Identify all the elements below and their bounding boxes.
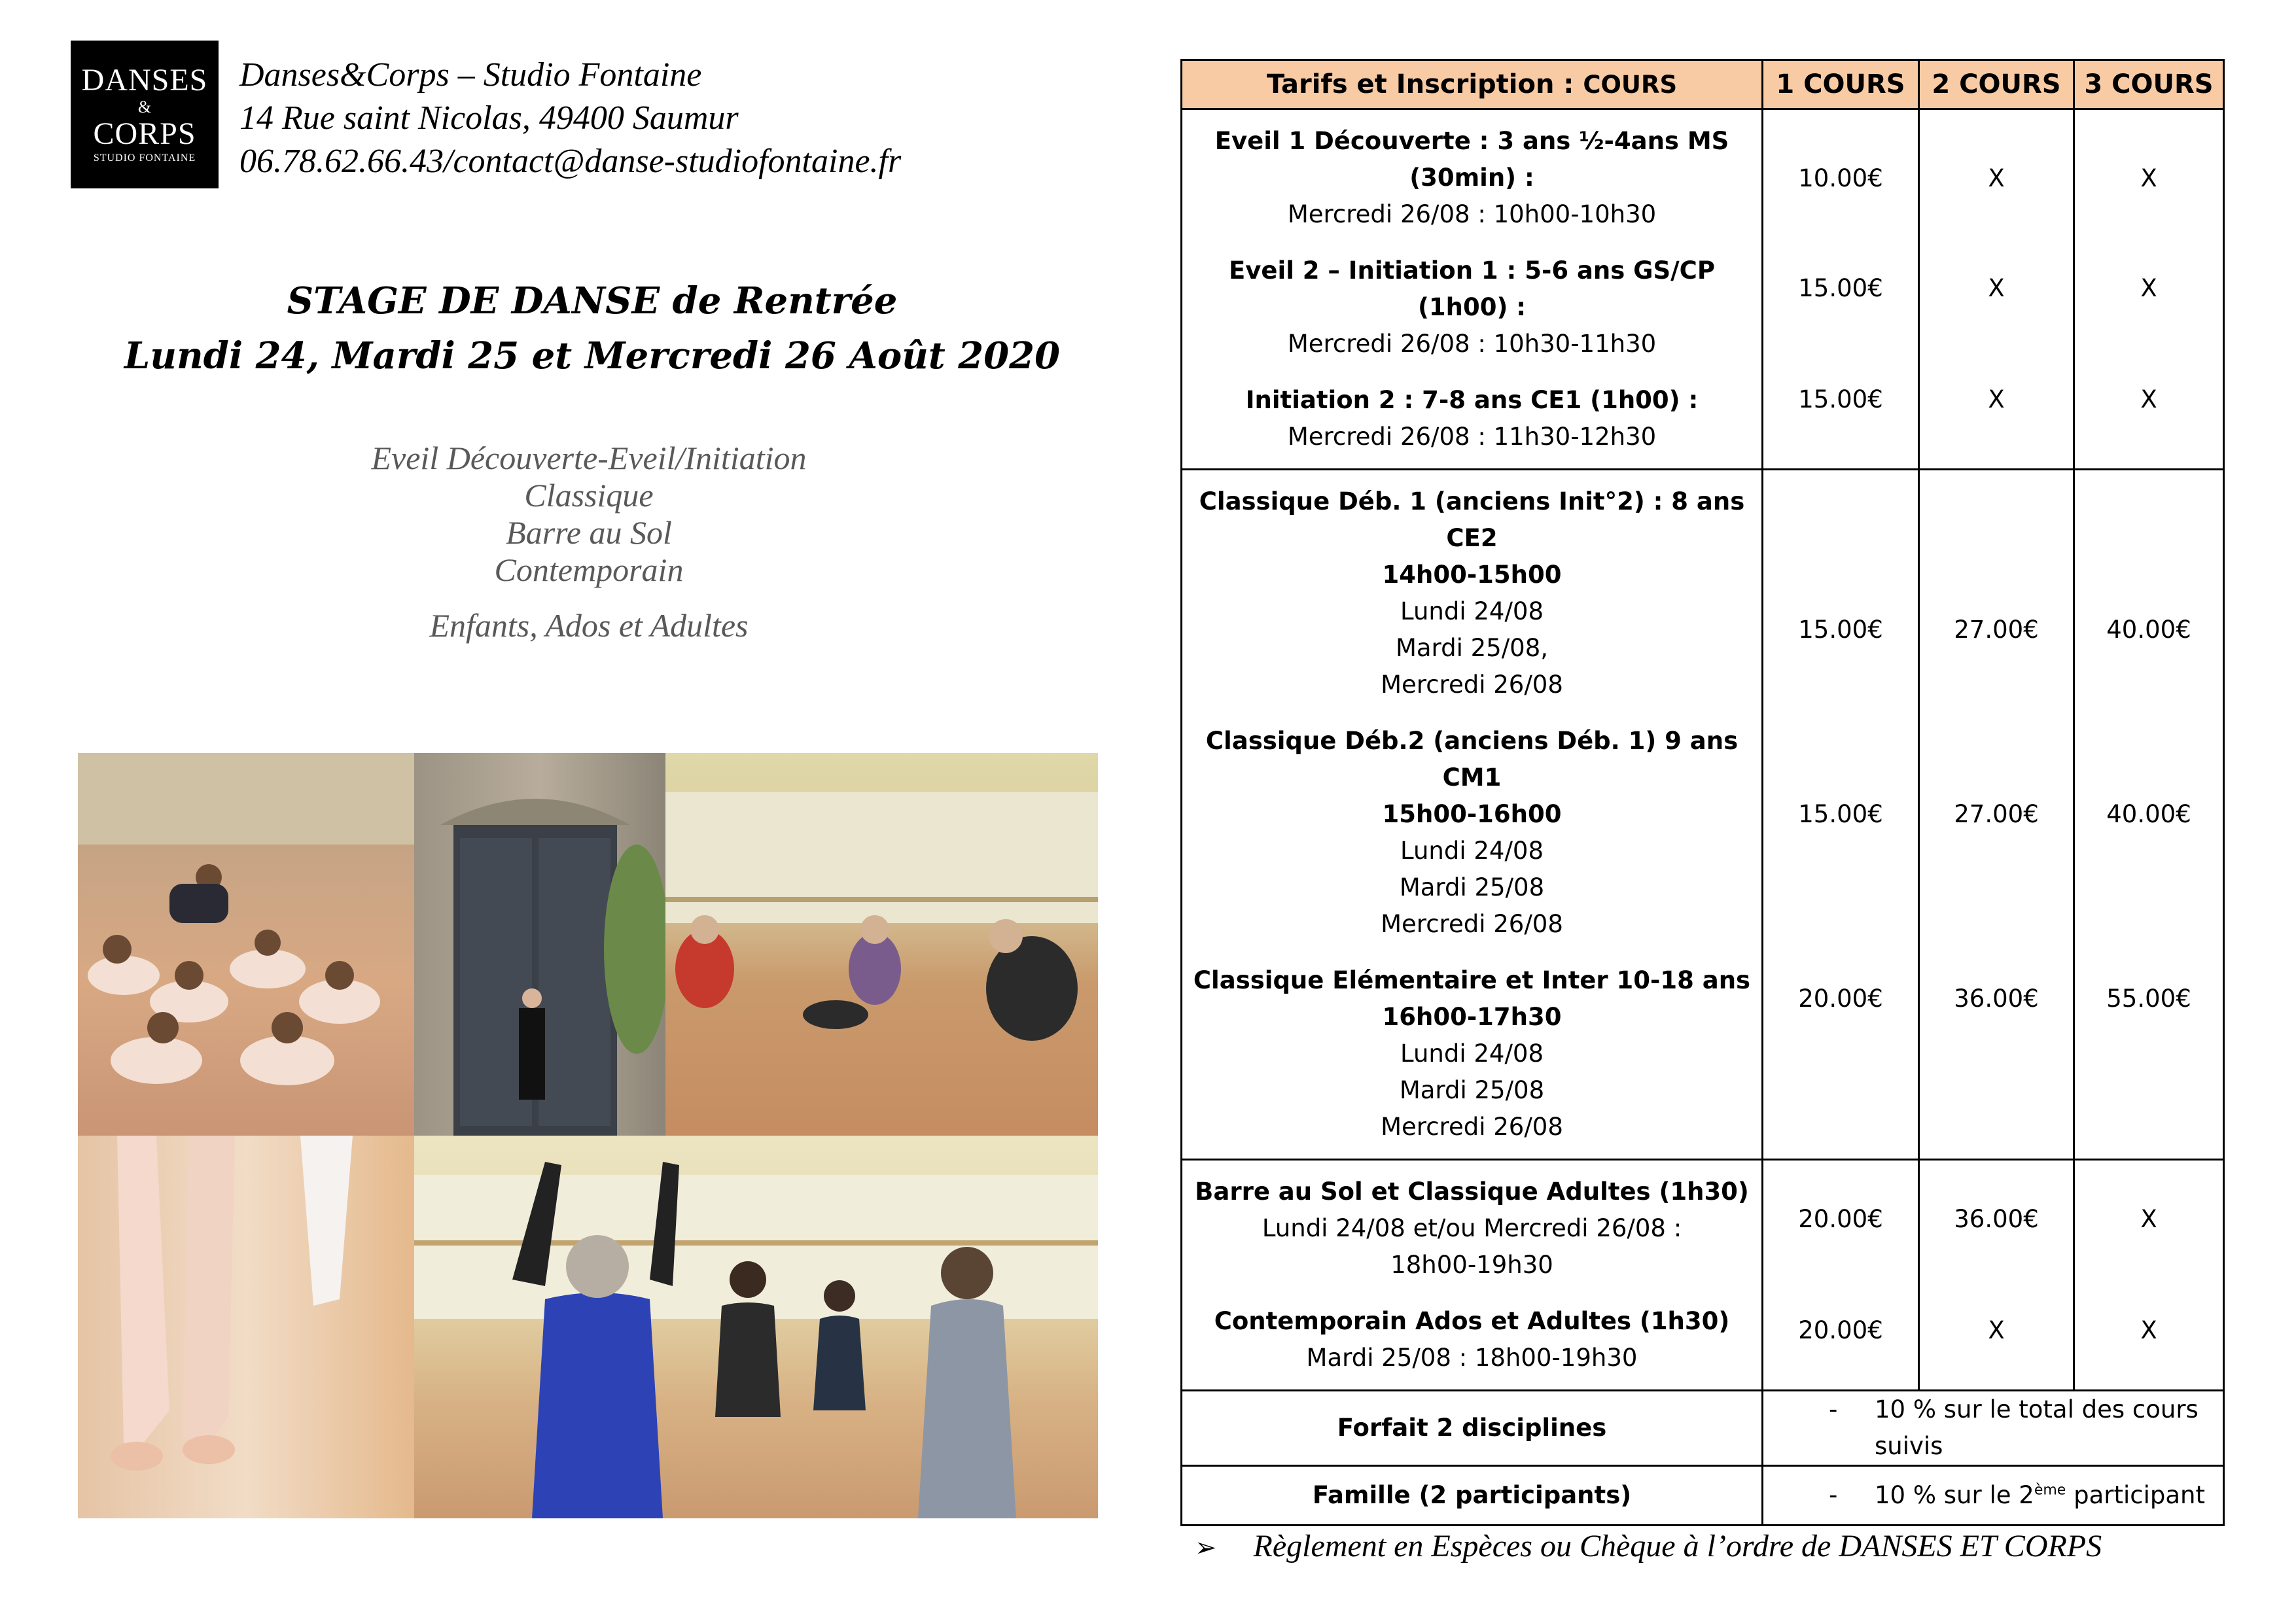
price-value: 40.00€ [2106,616,2191,644]
famille-note-cell [1763,1466,2224,1526]
header-tarifs [1182,60,1763,109]
studio-address: 14 Rue saint Nicolas, 49400 Saumur [239,99,739,137]
event-title [26,273,1158,383]
famille-label: Famille (2 participants) [1182,1466,1763,1526]
course-name: Classique Déb.2 (anciens Déb. 1) 9 ans CM1 [1205,727,1739,792]
studio-contact: 06.78.62.66.43/contact@danse-studiofontaine.fr [239,143,902,180]
photo-ballet-feet [78,1136,414,1518]
header-1-cours: 1 COURS [1763,60,1919,109]
table-header-row [1182,60,2224,109]
course-eveil-1 [1189,123,1755,233]
table-row-forfait [1182,1391,2224,1466]
price-col-1 [1763,109,1919,470]
payment-text: Règlement en Espèces ou Chèque à l’ordre de DANSES ET CORPS [1253,1529,2102,1563]
course-schedule: Mercredi 26/08 : 10h30-11h30 [1287,330,1657,358]
table-row [1182,470,2224,1160]
course-cell-eveil [1182,109,1763,470]
price-value: X [1988,385,2005,413]
logo-ampersand: & [137,97,152,116]
price-value: X [2140,1205,2157,1233]
discipline-item: Eveil Découverte-Eveil/Initiation [371,440,807,476]
course-cell-classique [1182,470,1763,1160]
forfait-note: 10 % sur le total des cours suivis [1875,1395,2199,1460]
course-schedule: Mardi 25/08 [1399,873,1545,901]
header-3-cours: 3 COURS [2074,60,2224,109]
price-value: X [2140,164,2157,192]
course-initiation-2 [1189,382,1755,455]
course-schedule: Mercredi 26/08 [1381,671,1563,699]
logo-line-studio: STUDIO FONTAINE [93,152,196,164]
photo-children-floor [78,753,414,1136]
price-col-2 [1919,1160,2074,1391]
price-col-3 [2074,470,2224,1160]
price-table [1180,59,2225,1526]
price-value: X [1988,1316,2005,1344]
course-classique-deb-1 [1189,483,1755,703]
course-contemporain [1189,1303,1755,1376]
course-time: 15h00-16h00 [1382,800,1562,828]
price-value: 15.00€ [1798,274,1883,302]
price-value: X [2140,1316,2157,1344]
price-col-1 [1763,1160,1919,1391]
course-name: Eveil 1 Découverte : 3 ans ½-4ans MS [1214,127,1729,155]
price-col-3 [2074,1160,2224,1391]
price-value: X [1988,274,2005,302]
price-value: 27.00€ [1954,800,2039,828]
course-time: 14h00-15h00 [1382,561,1562,589]
logo-line-danses: DANSES [81,63,208,97]
price-value: X [2140,274,2157,302]
course-name: Eveil 2 – Initiation 1 : 5-6 ans GS/CP (1h00) : [1229,256,1715,321]
price-value: 15.00€ [1798,800,1883,828]
course-schedule: Mercredi 26/08 [1381,1113,1563,1141]
header-tarifs-bold: Tarifs et Inscription : [1266,69,1583,99]
payment-note [1195,1527,2102,1567]
photo-studio-door [414,753,665,1136]
event-title-line1: STAGE DE DANSE de Rentrée [287,279,898,323]
course-schedule: Mercredi 26/08 [1381,910,1563,938]
price-value: 55.00€ [2106,985,2191,1013]
discipline-item: Contemporain [494,551,684,588]
price-value: 40.00€ [2106,800,2191,828]
course-name: Contemporain Ados et Adultes (1h30) [1214,1307,1730,1335]
photo-adult-class [414,1136,1098,1518]
arrow-bullet-icon: ➢ [1195,1533,1217,1562]
audience-text: Enfants, Ados et Adultes [429,607,749,644]
price-value: 10.00€ [1798,164,1883,192]
course-name: Classique Elémentaire et Inter 10-18 ans [1193,966,1751,994]
price-value: X [1988,164,2005,192]
course-schedule: Mercredi 26/08 : 10h00-10h30 [1287,200,1657,228]
course-schedule: Mardi 25/08, [1395,634,1549,662]
price-col-3 [2074,109,2224,470]
logo-line-corps: CORPS [93,116,196,151]
course-cell-adultes [1182,1160,1763,1391]
discipline-item: Classique [524,477,654,514]
course-schedule: Mardi 25/08 [1399,1076,1545,1104]
price-value: 20.00€ [1798,1316,1883,1344]
course-schedule: Lundi 24/08 [1400,837,1544,865]
course-eveil-2 [1189,253,1755,362]
studio-info [239,54,901,183]
photo-adults-stretching [665,753,1098,1136]
course-classique-deb-2 [1189,723,1755,943]
course-schedule: Lundi 24/08 [1400,597,1544,625]
price-col-2 [1919,470,2074,1160]
price-value: 20.00€ [1798,1205,1883,1233]
price-value: 36.00€ [1954,985,2039,1013]
course-classique-elementaire [1189,962,1755,1145]
price-value: 27.00€ [1954,616,2039,644]
event-title-line2: Lundi 24, Mardi 25 et Mercredi 26 Août 2020 [124,334,1061,377]
course-schedule: Mardi 25/08 : 18h00-19h30 [1306,1344,1638,1372]
famille-note [1875,1477,2205,1514]
course-schedule: 18h00-19h30 [1390,1251,1553,1279]
studio-name: Danses&Corps – Studio Fontaine [239,56,702,94]
course-name: Classique Déb. 1 (anciens Init°2) : 8 ans CE2 [1199,487,1745,552]
course-schedule: Lundi 24/08 et/ou Mercredi 26/08 : [1262,1214,1682,1242]
famille-dash: - [1829,1481,1838,1509]
course-schedule: Mercredi 26/08 : 11h30-12h30 [1287,423,1657,451]
header-2-cours: 2 COURS [1919,60,2074,109]
forfait-label: Forfait 2 disciplines [1182,1391,1763,1466]
price-value: 15.00€ [1798,616,1883,644]
famille-note-post: participant [2066,1481,2205,1509]
table-row [1182,1160,2224,1391]
forfait-dash: - [1829,1395,1838,1423]
course-schedule: Lundi 24/08 [1400,1039,1544,1068]
table-row [1182,109,2224,470]
price-value: 36.00€ [1954,1205,2039,1233]
price-col-2 [1919,109,2074,470]
header-tarifs-small: COURS [1583,70,1678,99]
forfait-note-cell [1763,1391,2224,1466]
studio-logo [71,41,219,188]
price-col-1 [1763,470,1919,1160]
course-name: Barre au Sol et Classique Adultes (1h30) [1195,1178,1749,1206]
course-name: (30min) : [1409,164,1534,192]
price-value: 20.00€ [1798,985,1883,1013]
course-barre-au-sol [1189,1174,1755,1283]
disciplines-list [196,440,981,589]
course-time: 16h00-17h30 [1382,1003,1562,1031]
price-value: 15.00€ [1798,385,1883,413]
table-row-famille [1182,1466,2224,1526]
famille-note-pre: 10 % sur le 2 [1875,1481,2034,1509]
famille-note-sup: ème [2034,1482,2066,1499]
course-name: Initiation 2 : 7-8 ans CE1 (1h00) : [1245,386,1699,414]
discipline-item: Barre au Sol [506,514,672,551]
price-value: X [2140,385,2157,413]
